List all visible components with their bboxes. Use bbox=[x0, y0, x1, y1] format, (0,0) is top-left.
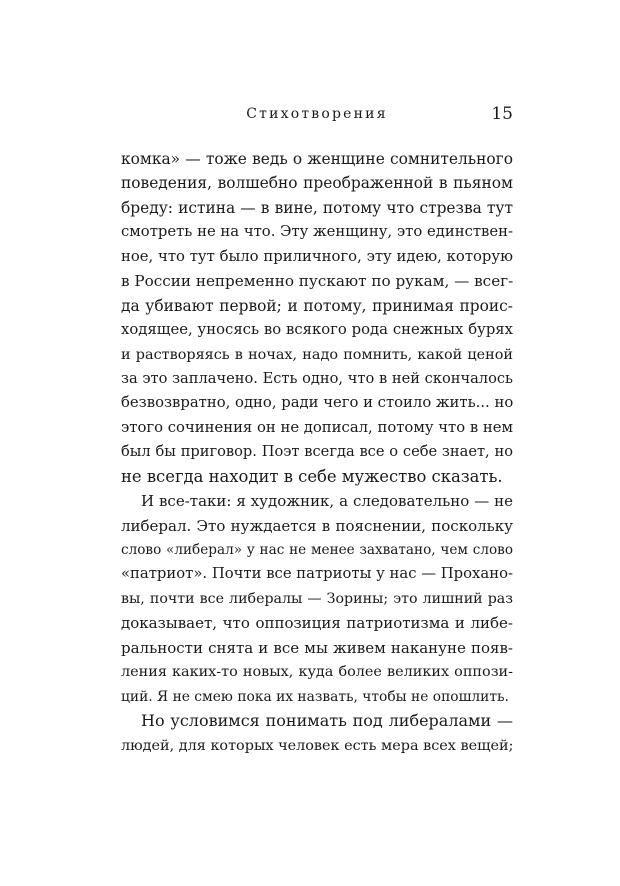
text-line: ральности снята и все мы живем накануне появ- bbox=[121, 638, 513, 657]
text-line: «патриот». Почти все патриоты у нас — Проханo- bbox=[121, 565, 513, 583]
text-line: либерал. Это нуждается в пояснении, поскольку bbox=[121, 516, 513, 535]
body-text bbox=[121, 147, 513, 758]
text-line: безвозвратно, одно, ради чего и стоило жить... но bbox=[121, 394, 513, 412]
text-line: и растворяясь в ночах, надо помнить, какой ценой bbox=[121, 346, 513, 363]
text-line: не всегда находит в себе мужество сказать. bbox=[121, 466, 503, 486]
text-line: ций. Я не смею пока их назвать, чтобы не опошлить. bbox=[121, 688, 509, 705]
text-line: в России непременно пускают по рукам, — всег- bbox=[121, 272, 513, 291]
text-line: И все-таки: я художник, а следовательно — не bbox=[141, 492, 513, 511]
text-line: был бы приговор. Поэт всегда все о себе знает, но bbox=[121, 443, 513, 461]
text-line: смотреть не на что. Эту женщину, это единствен- bbox=[121, 223, 513, 241]
text-line: ное, что тут было приличного, эту идею, которую bbox=[121, 247, 513, 265]
text-line: людей, для которых человек есть мера всех вещей; bbox=[121, 737, 513, 754]
running-head bbox=[121, 102, 513, 126]
text-line: этого сочинения он не дописал, потому что в нем bbox=[121, 418, 513, 436]
text-line: ходящее, уносясь во всякого рода снежных бурях bbox=[121, 321, 513, 339]
text-line: ления каких-то новых, куда более великих оппози- bbox=[121, 664, 513, 681]
text-line: за это заплачено. Есть одно, что в ней скончалось bbox=[121, 369, 513, 387]
text-line: поведения, волшебно преображенной в пьяном bbox=[121, 174, 513, 193]
text-line: слово «либерал» у нас не менее захватано, чем слово bbox=[121, 542, 513, 558]
page-number: 15 bbox=[491, 104, 513, 124]
text-line: доказывает, что оппозиция патриотизма и либе- bbox=[121, 614, 513, 633]
text-line: да убивают первой; и потому, принимая проис- bbox=[121, 296, 513, 315]
text-line: комка» — тоже ведь о женщине сомнительного bbox=[121, 150, 513, 168]
text-line: Но условимся понимать под либералами — bbox=[141, 711, 513, 731]
text-line: вы, почти все либералы — Зорины; это лишний раз bbox=[121, 590, 513, 607]
text-line: бреду: истина — в вине, потому что стрезва тут bbox=[121, 198, 513, 217]
running-title: Стихотворения bbox=[246, 106, 388, 122]
